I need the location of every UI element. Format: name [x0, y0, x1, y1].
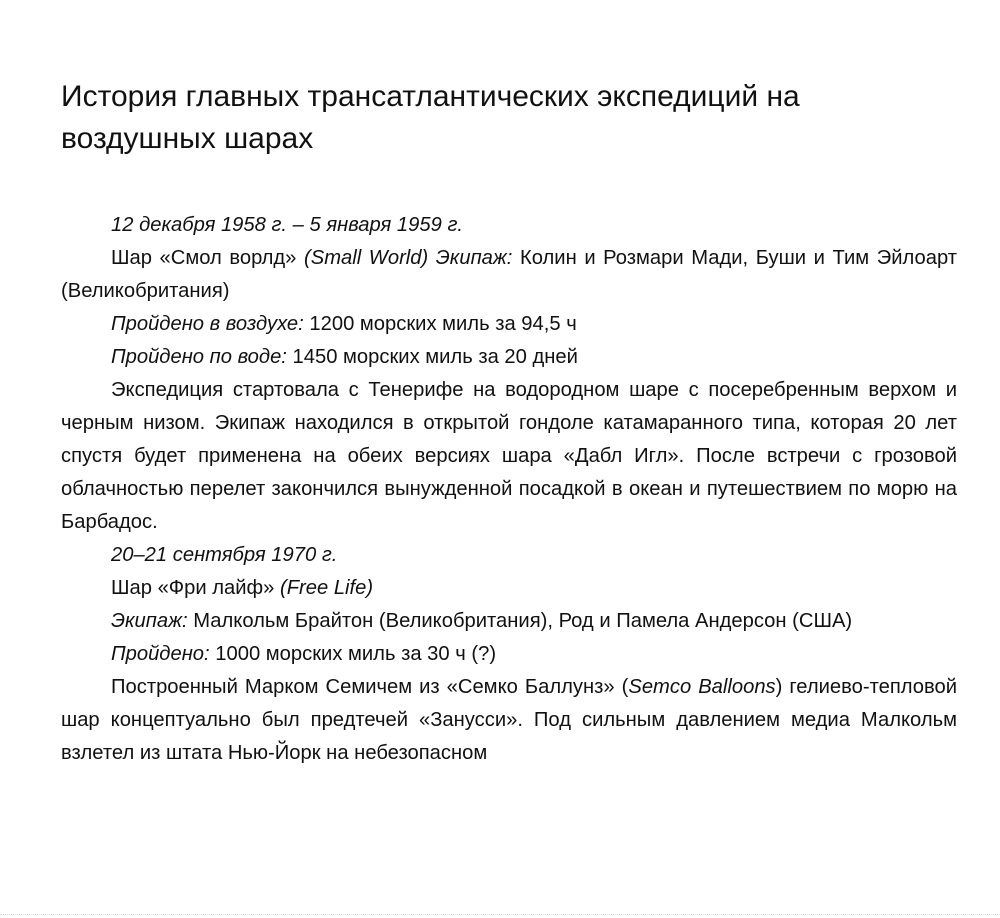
distance-air-label: Пройдено в воздухе:: [111, 313, 304, 335]
distance-air-value: 1200 морских миль за 94,5 ч: [303, 313, 577, 335]
distance-water-value: 1450 морских миль за 20 дней: [286, 346, 578, 368]
distance-2: [61, 638, 957, 671]
balloon-name-1: [61, 242, 957, 308]
distance-value-2: 1000 морских миль за 30 ч (?): [209, 643, 497, 665]
distance-label-2: Пройдено:: [111, 643, 210, 665]
crew-value-2: Малкольм Брайтон (Великобритания), Род и Памела Андерсон (США): [187, 610, 853, 632]
balloon-original-name-1: (Small World) Экипаж:: [304, 247, 513, 269]
balloon-original-name-2: (Free Life): [279, 577, 374, 599]
article-body: [61, 209, 957, 770]
page-title: История главных трансатлантических экспедиций на воздушных шарах: [61, 80, 800, 155]
description-2: [61, 671, 957, 770]
date-range-2: 20–21 сентября 1970 г.: [111, 544, 338, 566]
crew-1: Колин и Розмари Мади, Буши и Тим Эйлоарт (Великобритания): [61, 247, 957, 302]
description-2-end: ) гелиево-тепловой шар концептуально был предтечей «Занусси». Под сильным давлением медиа Малкольм взлетел из штата Нью-Йорк на небезопасном: [61, 676, 957, 764]
balloon-label-2: Шар «Фри лайф»: [111, 577, 280, 599]
distance-air-1: [61, 308, 957, 341]
distance-water-1: [61, 341, 957, 374]
page-bottom-divider: [0, 914, 1000, 915]
description-2-start: Построенный Марком Семичем из «Семко Баллунз» (: [111, 676, 629, 698]
description-1: Экспедиция стартовала с Тенерифе на водородном шаре с посеребренным верхом и черным низом. Экипаж находился в открытой гондоле катамаранного типа, которая 20 лет спустя будет применена на обеих версиях шара «Дабл Игл». После встречи с грозовой облачностью перелет закончился вынужденной посадкой в океан и путешествием по морю на Барбадос.: [61, 379, 957, 533]
crew-label-2: Экипаж:: [111, 610, 188, 632]
balloon-name-2: [61, 572, 957, 605]
date-range-1: 12 декабря 1958 г. – 5 января 1959 г.: [111, 214, 464, 236]
company-name: Semco Balloons: [628, 676, 776, 698]
crew-2: [61, 605, 957, 638]
distance-water-label: Пройдено по воде:: [111, 346, 287, 368]
balloon-label-1: Шар «Смол ворлд»: [111, 247, 304, 269]
